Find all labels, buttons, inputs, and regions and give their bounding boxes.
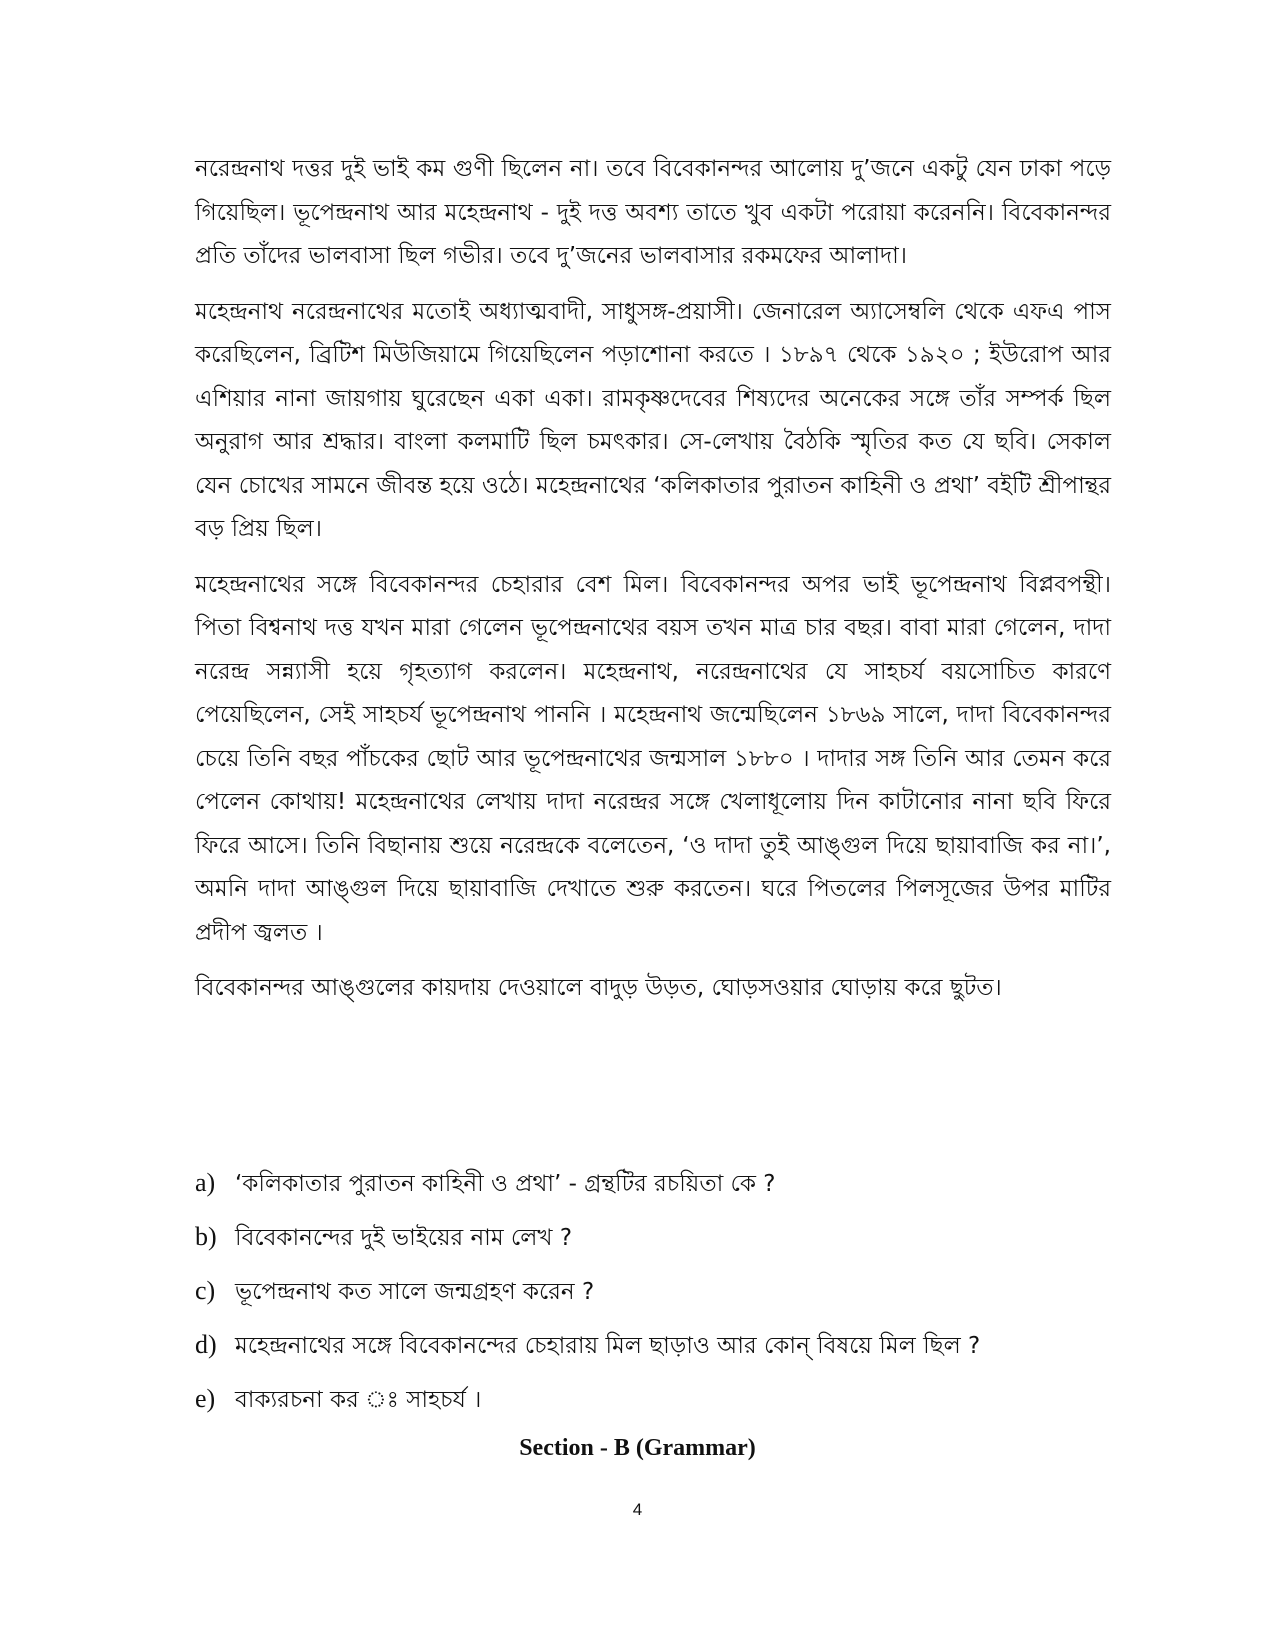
- question-marker: a): [195, 1168, 216, 1197]
- passage-paragraph-2: মহেন্দ্রনাথ নরেন্দ্রনাথের মতোই অধ্যাত্মবাদী, সাধুসঙ্গ-প্রয়াসী। জেনারেল অ্যাসেম্বলি থেকে এফএ পাস করেছিলেন, ব্রিটিশ মিউজিয়ামে গিয়েছিলেন পড়াশোনা করতে । ১৮৯৭ থেকে ১৯২০ ; ইউরোপ আর এশিয়ার নানা জায়গায় ঘুরেছেন একা একা। রামকৃষ্ণদেবের শিষ্যদের অনেকের সঙ্গে তাঁর সম্পর্ক ছিল অনুরাগ আর শ্রদ্ধার। বাংলা কলমাটি ছিল চমৎকার। সে-লেখায় বৈঠকি স্মৃতির কত যে ছবি। সেকাল যেন চোখের সামনে জীবন্ত হয়ে ওঠে। মহেন্দ্রনাথের ‘কলিকাতার পুরাতন কাহিনী ও প্রথা’ বইটি শ্রীপান্থর বড় প্রিয় ছিল।: [195, 298, 1111, 542]
- question-text: ‘কলিকাতার পুরাতন কাহিনী ও প্রথা’ - গ্রন্থটির রচয়িতা কে ?: [235, 1171, 776, 1197]
- question-marker: c): [195, 1276, 216, 1305]
- passage-paragraph-4: বিবেকানন্দর আঙ্গুলের কায়দায় দেওয়ালে বাদুড় উড়ত, ঘোড়সওয়ার ঘোড়ায় করে ছুটত।: [195, 975, 1002, 1001]
- section-heading: Section - B (Grammar): [519, 1435, 756, 1461]
- page-number: 4: [632, 1500, 643, 1519]
- question-item-e: [195, 1381, 1135, 1435]
- question-list: [195, 1165, 1135, 1435]
- question-marker: b): [195, 1222, 217, 1251]
- question-marker: d): [195, 1330, 217, 1359]
- question-item-c: [195, 1273, 1135, 1327]
- passage-paragraph-1: নরেন্দ্রনাথ দত্তর দুই ভাই কম গুণী ছিলেন না। তবে বিবেকানন্দর আলোয় দু’জনে একটু যেন ঢাকা পড়ে গিয়েছিল। ভূপেন্দ্রনাথ আর মহেন্দ্রনাথ - দুই দত্ত অবশ্য তাতে খুব একটা পরোয়া করেননি। বিবেকানন্দর প্রতি তাঁদের ভালবাসা ছিল গভীর। তবে দু’জনের ভালবাসার রকমফের আলাদা।: [195, 156, 1111, 269]
- passage-paragraph-3: মহেন্দ্রনাথের সঙ্গে বিবেকানন্দর চেহারার বেশ মিল। বিবেকানন্দর অপর ভাই ভূপেন্দ্রনাথ বিপ্লবপন্থী। পিতা বিশ্বনাথ দত্ত যখন মারা গেলেন ভূপেন্দ্রনাথের বয়স তখন মাত্র চার বছর। বাবা মারা গেলেন, দাদা নরেন্দ্র সন্ন্যাসী হয়ে গৃহত্যাগ করলেন। মহেন্দ্রনাথ, নরেন্দ্রনাথের যে সাহচর্য বয়সোচিত কারণে পেয়েছিলেন, সেই সাহচর্য ভূপেন্দ্রনাথ পাননি । মহেন্দ্রনাথ জন্মেছিলেন ১৮৬৯ সালে, দাদা বিবেকানন্দর চেয়ে তিনি বছর পাঁচকের ছোট আর ভূপেন্দ্রনাথের জন্মসাল ১৮৮০ । দাদার সঙ্গ তিনি আর তেমন করে পেলেন কোথায়! মহেন্দ্রনাথের লেখায় দাদা নরেন্দ্রর সঙ্গে খেলাধূলোয় দিন কাটানোর নানা ছবি ফিরে ফিরে আসে। তিনি বিছানায় শুয়ে নরেন্দ্রকে বলেতেন, ‘ও দাদা তুই আঙ্গুল দিয়ে ছায়াবাজি কর না।’, অমনি দাদা আঙ্গুল দিয়ে ছায়াবাজি দেখাতে শুরু করতেন। ঘরে পিতলের পিলসূজের উপর মাটির প্রদীপ জ্বলত ।: [195, 571, 1111, 946]
- question-text: বাক্যরচনা কর ঃ সাহচর্য ।: [235, 1387, 482, 1413]
- question-item-d: [195, 1327, 1135, 1381]
- question-text: বিবেকানন্দের দুই ভাইয়ের নাম লেখ ?: [235, 1225, 573, 1251]
- passage: [195, 148, 1111, 1011]
- question-text: ভূপেন্দ্রনাথ কত সালে জন্মগ্রহণ করেন ?: [235, 1279, 595, 1305]
- question-item-b: [195, 1219, 1135, 1273]
- question-item-a: [195, 1165, 1135, 1219]
- question-text: মহেন্দ্রনাথের সঙ্গে বিবেকানন্দের চেহারায় মিল ছাড়াও আর কোন্ বিষয়ে মিল ছিল ?: [235, 1333, 981, 1359]
- question-marker: e): [195, 1384, 216, 1413]
